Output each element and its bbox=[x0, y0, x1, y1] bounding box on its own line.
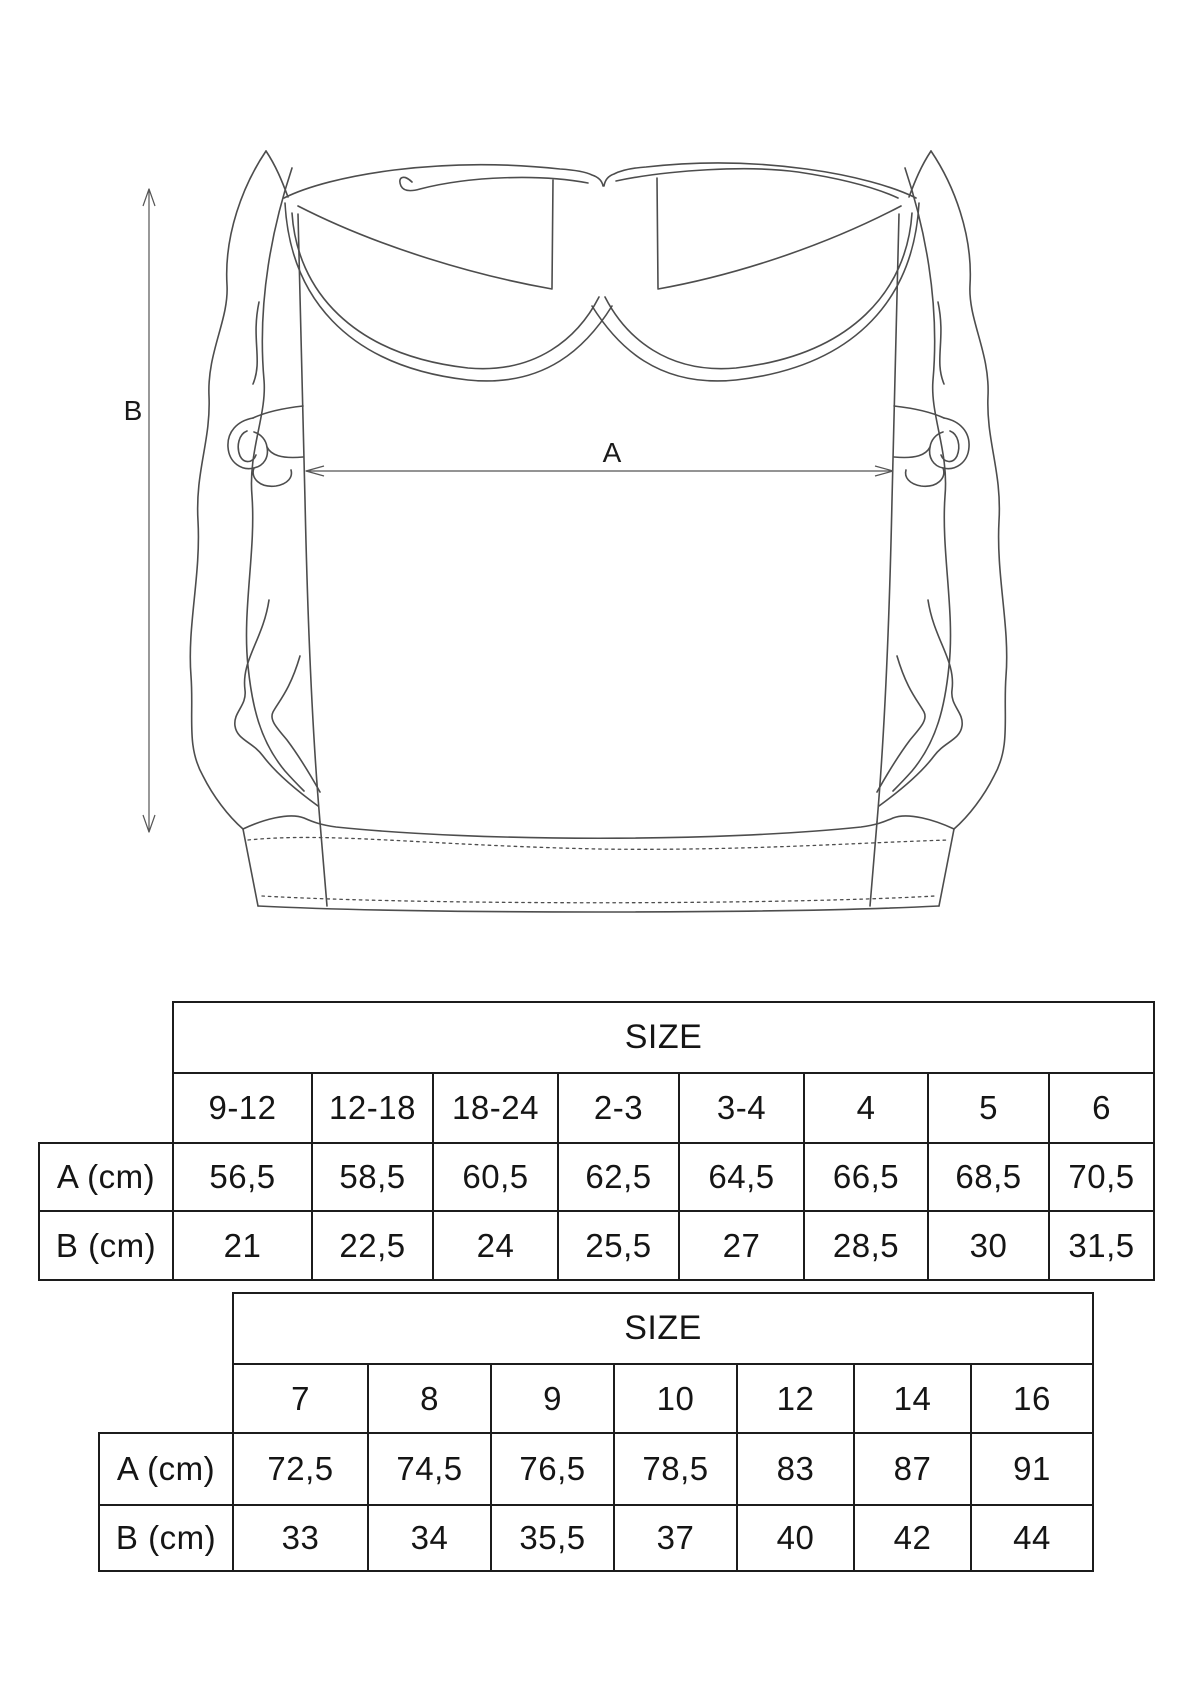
size-header: SIZE bbox=[173, 1002, 1154, 1073]
size-col-label: 12 bbox=[737, 1364, 854, 1433]
table-cell: 66,5 bbox=[804, 1143, 928, 1211]
table-cell: 44 bbox=[971, 1505, 1093, 1571]
hem-right-seam bbox=[870, 822, 877, 906]
table-cell: 35,5 bbox=[491, 1505, 614, 1571]
table-cell: 28,5 bbox=[804, 1211, 928, 1280]
row-label-a: A (cm) bbox=[99, 1433, 233, 1505]
table-cell: 30 bbox=[928, 1211, 1049, 1280]
right-ruffle-outer bbox=[931, 151, 1007, 829]
dimension-arrows bbox=[143, 189, 893, 832]
size-col-label: 18-24 bbox=[433, 1073, 558, 1143]
hem-bottomstitch bbox=[262, 896, 935, 903]
size-col-label: 12-18 bbox=[312, 1073, 433, 1143]
back-placket-left bbox=[552, 180, 553, 288]
table-row bbox=[39, 1211, 1154, 1280]
corner-blank bbox=[99, 1293, 233, 1364]
table-cell: 33 bbox=[233, 1505, 368, 1571]
table-cell: 27 bbox=[679, 1211, 804, 1280]
table-cell: 68,5 bbox=[928, 1143, 1049, 1211]
garment-outline bbox=[190, 151, 1006, 912]
size-table-2 bbox=[98, 1292, 1094, 1572]
table-cell: 83 bbox=[737, 1433, 854, 1505]
collar-left-outer bbox=[285, 203, 612, 381]
table-row bbox=[99, 1505, 1093, 1571]
table-cell: 60,5 bbox=[433, 1143, 558, 1211]
left-tie-band-bottom bbox=[267, 447, 303, 458]
table-cell: 31,5 bbox=[1049, 1211, 1154, 1280]
table-row bbox=[39, 1002, 1154, 1073]
table-cell: 42 bbox=[854, 1505, 971, 1571]
size-col-label: 4 bbox=[804, 1073, 928, 1143]
neck-binding-right bbox=[616, 169, 898, 198]
table-cell: 37 bbox=[614, 1505, 737, 1571]
neckline-left bbox=[284, 165, 603, 198]
size-col-label: 14 bbox=[854, 1364, 971, 1433]
hem-left-edge bbox=[243, 829, 258, 906]
row-label-a: A (cm) bbox=[39, 1143, 173, 1211]
table-cell: 87 bbox=[854, 1433, 971, 1505]
table-cell: 34 bbox=[368, 1505, 491, 1571]
collar-right-inner bbox=[605, 213, 912, 369]
body-side-left bbox=[298, 214, 320, 822]
size-col-label: 9-12 bbox=[173, 1073, 312, 1143]
height-arrow-label: B bbox=[123, 395, 143, 426]
table-cell: 58,5 bbox=[312, 1143, 433, 1211]
table-cell: 25,5 bbox=[558, 1211, 679, 1280]
hem-left-seam bbox=[320, 822, 327, 906]
left-ruffle-outer bbox=[190, 151, 266, 829]
hem-topstitch bbox=[248, 837, 949, 849]
row-label-b: B (cm) bbox=[39, 1211, 173, 1280]
size-col-label: 5 bbox=[928, 1073, 1049, 1143]
hem-right-edge bbox=[939, 829, 954, 906]
table-cell: 24 bbox=[433, 1211, 558, 1280]
table-cell: 74,5 bbox=[368, 1433, 491, 1505]
size-col-label: 10 bbox=[614, 1364, 737, 1433]
neck-seam-left bbox=[298, 206, 552, 289]
size-col-label: 2-3 bbox=[558, 1073, 679, 1143]
left-tie-tail bbox=[253, 468, 291, 486]
row-label-b: B (cm) bbox=[99, 1505, 233, 1571]
table-cell: 76,5 bbox=[491, 1433, 614, 1505]
table-cell: 91 bbox=[971, 1433, 1093, 1505]
width-arrow-label: A bbox=[602, 437, 622, 468]
table-cell: 56,5 bbox=[173, 1143, 312, 1211]
table-row bbox=[99, 1293, 1093, 1364]
table-cell: 21 bbox=[173, 1211, 312, 1280]
size-col-label: 3-4 bbox=[679, 1073, 804, 1143]
size-col-label: 16 bbox=[971, 1364, 1093, 1433]
table-row bbox=[99, 1364, 1093, 1433]
neck-seam-right bbox=[658, 206, 901, 289]
dimension-labels bbox=[124, 395, 622, 468]
table-cell: 40 bbox=[737, 1505, 854, 1571]
hem-seam bbox=[243, 816, 954, 838]
left-ruffle-fold-1 bbox=[253, 302, 259, 384]
table-cell: 62,5 bbox=[558, 1143, 679, 1211]
table-cell: 22,5 bbox=[312, 1211, 433, 1280]
table-row bbox=[39, 1073, 1154, 1143]
size-header: SIZE bbox=[233, 1293, 1093, 1364]
table-cell: 78,5 bbox=[614, 1433, 737, 1505]
right-ruffle-fold-1 bbox=[938, 302, 944, 384]
body-side-right bbox=[877, 214, 899, 822]
back-placket-right bbox=[657, 178, 658, 288]
size-col-label: 6 bbox=[1049, 1073, 1154, 1143]
table-row bbox=[39, 1143, 1154, 1211]
corner-blank bbox=[39, 1073, 173, 1143]
collar-right-outer bbox=[592, 203, 919, 381]
right-tie-tail bbox=[906, 468, 944, 486]
size-table-1 bbox=[38, 1001, 1155, 1281]
neck-binding-left bbox=[400, 177, 588, 190]
size-col-label: 8 bbox=[368, 1364, 491, 1433]
table-cell: 72,5 bbox=[233, 1433, 368, 1505]
table-row bbox=[99, 1433, 1093, 1505]
table-cell: 70,5 bbox=[1049, 1143, 1154, 1211]
corner-blank bbox=[39, 1002, 173, 1073]
right-tie-band-bottom bbox=[894, 447, 930, 458]
hem-bottom-edge bbox=[258, 906, 939, 912]
corner-blank bbox=[99, 1364, 233, 1433]
table-cell: 64,5 bbox=[679, 1143, 804, 1211]
size-col-label: 9 bbox=[491, 1364, 614, 1433]
size-col-label: 7 bbox=[233, 1364, 368, 1433]
